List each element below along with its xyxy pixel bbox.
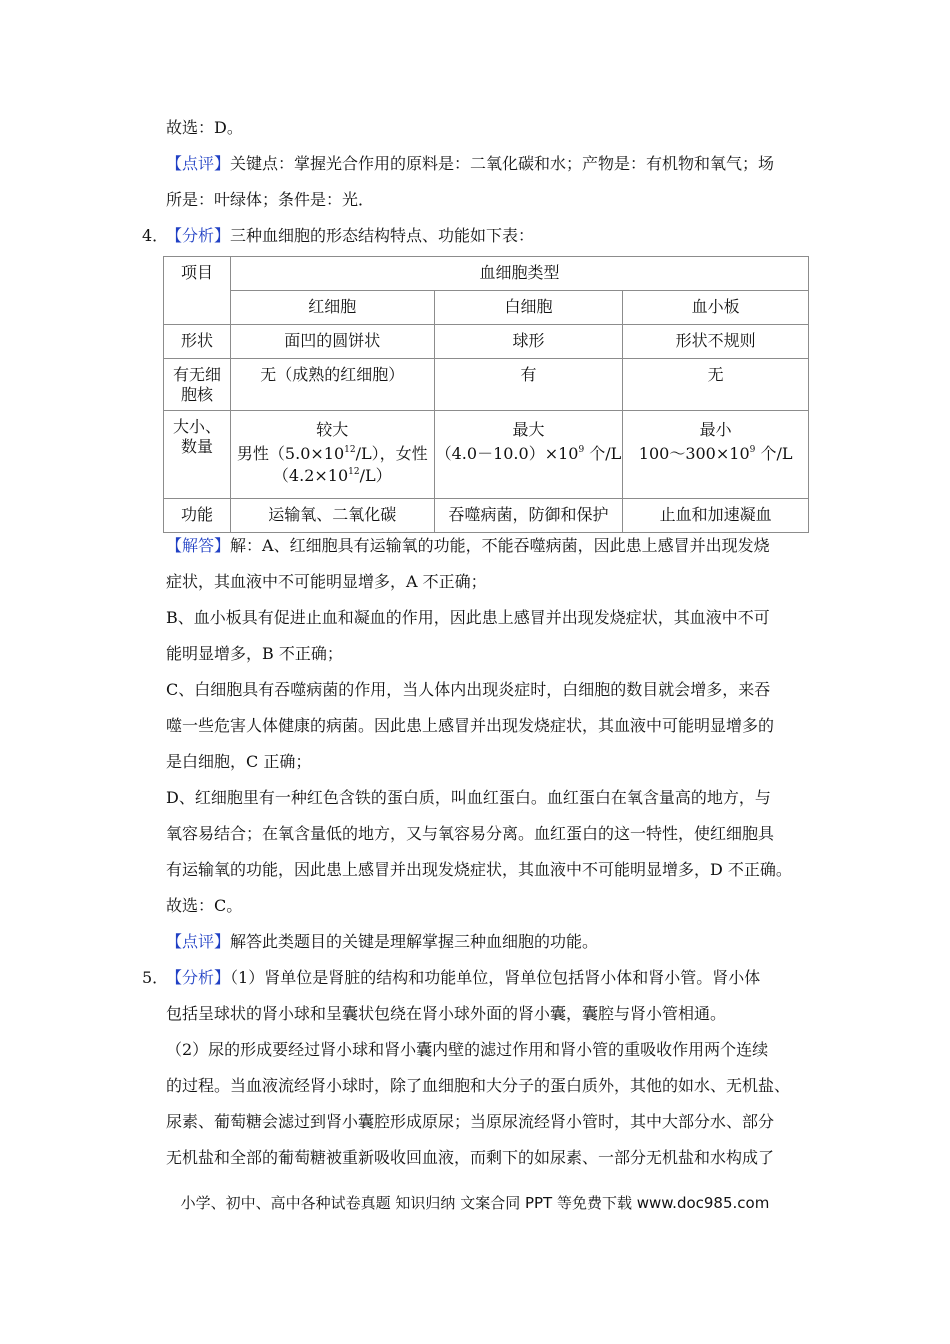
table-cell: 无 — [623, 359, 809, 411]
q4-answer-line: 故选：C。 — [166, 896, 243, 915]
question-5-number: 5． — [142, 968, 169, 987]
col-white-cell: 白细胞 — [434, 291, 623, 325]
review-line-2: 所是：叶绿体；条件是：光． — [166, 190, 375, 209]
q5-line: 包括呈球状的肾小球和呈囊状包绕在肾小球外面的肾小囊，囊腔与肾小管相通。 — [166, 1004, 727, 1023]
analysis-tag: 【分析】 — [166, 226, 231, 245]
q4-answer-line: D、红细胞里有一种红色含铁的蛋白质，叫血红蛋白。血红蛋白在氧含量高的地方，与 — [166, 788, 771, 807]
blood-cells-table — [163, 256, 809, 533]
header-group: 血细胞类型 — [230, 257, 808, 291]
col-red-cell: 红细胞 — [230, 291, 434, 325]
table-cell: 面凹的圆饼状 — [230, 325, 434, 359]
col-platelet: 血小板 — [623, 291, 809, 325]
row-label-nucleus: 有无细 胞核 — [164, 359, 231, 411]
page-footer: 小学、初中、高中各种试卷真题 知识归纳 文案合同 PPT 等免费下载 www.doc985.com — [180, 1194, 770, 1212]
q4-review: 【点评】解答此类题目的关键是理解掌握三种血细胞的功能。 — [166, 932, 599, 951]
q4-answer-line: C、白细胞具有吞噬病菌的作用，当人体内出现炎症时，白细胞的数目就会增多，来吞 — [166, 680, 771, 699]
review-tag: 【点评】 — [166, 154, 231, 173]
q4-answer-line: 【解答】解：A、红细胞具有运输氧的功能，不能吞噬病菌，因此患上感冒并出现发烧 — [166, 536, 770, 555]
q4-answer-line: 是白细胞，C 正确； — [166, 752, 312, 771]
q4-answer-line: 能明显增多，B 不正确； — [166, 644, 343, 663]
q4-answer-line: B、血小板具有促进止血和凝血的作用，因此患上感冒并出现发烧症状，其血液中不可 — [166, 608, 770, 627]
table-cell: 无（成熟的红细胞） — [230, 359, 434, 411]
review-paragraph — [166, 154, 774, 174]
table-cell: 形状不规则 — [623, 325, 809, 359]
row-label-size: 大小、 数量 — [164, 411, 231, 499]
q5-analysis: 【分析】（1）肾单位是肾脏的结构和功能单位，肾单位包括肾小体和肾小管。肾小体 — [166, 968, 761, 987]
analysis-tag: 【分析】 — [166, 968, 231, 987]
row-label-shape: 形状 — [164, 325, 231, 359]
table-cell: 吞噬病菌，防御和保护 — [434, 499, 623, 533]
q5-line: 的过程。当血液流经肾小球时，除了血细胞和大分子的蛋白质外，其他的如水、无机盐、 — [166, 1076, 791, 1095]
q5-line: 尿素、葡萄糖会滤过到肾小囊腔形成原尿；当原尿流经肾小管时，其中大部分水、部分 — [166, 1112, 775, 1131]
q5-line: 无机盐和全部的葡萄糖被重新吸收回血液，而剩下的如尿素、一部分无机盐和水构成了 — [166, 1148, 775, 1167]
table-cell: 运输氧、二氧化碳 — [230, 499, 434, 533]
table-cell: 最小 $100\sim 300\times 10^9$ 个/L — [623, 411, 809, 499]
q5-line: （2）尿的形成要经过肾小球和肾小囊内壁的滤过作用和肾小管的重吸收作用两个连续 — [166, 1040, 769, 1059]
review-text: 关键点：掌握光合作用的原料是：二氧化碳和水；产物是：有机物和氧气；场 — [230, 154, 775, 173]
q4-answer-line: 症状，其血液中不可能明显增多，A 不正确； — [166, 572, 487, 591]
table-cell: 球形 — [434, 325, 623, 359]
table-cell: 止血和加速凝血 — [623, 499, 809, 533]
table-cell: 最大 $(4.0-10.0)\times 10^9$ 个/L — [434, 411, 623, 499]
question-4-number: 4． — [142, 226, 169, 245]
table-cell: 有 — [434, 359, 623, 411]
review-tag: 【点评】 — [166, 932, 231, 951]
answer-choice-line: 故选：D。 — [166, 118, 243, 137]
q4-analysis — [166, 226, 534, 246]
analysis-text: 三种血细胞的形态结构特点、功能如下表： — [230, 226, 535, 245]
q4-answer-line: 噬一些危害人体健康的病菌。因此患上感冒并出现发烧症状，其血液中可能明显增多的 — [166, 716, 775, 735]
q4-answer-line: 氧容易结合；在氧含量低的地方，又与氧容易分离。血红蛋白的这一特性，使红细胞具 — [166, 824, 775, 843]
table-cell: 较大 男性$(5.0\times 10^{12}/L)$，女性 $(4.2\times 10^{12}/L)$ — [230, 411, 434, 499]
header-item: 项目 — [164, 257, 231, 325]
row-label-function: 功能 — [164, 499, 231, 533]
q4-answer-line: 有运输氧的功能，因此患上感冒并出现发烧症状，其血液中不可能明显增多，D 不正确。 — [166, 860, 792, 879]
answer-tag: 【解答】 — [166, 536, 231, 555]
